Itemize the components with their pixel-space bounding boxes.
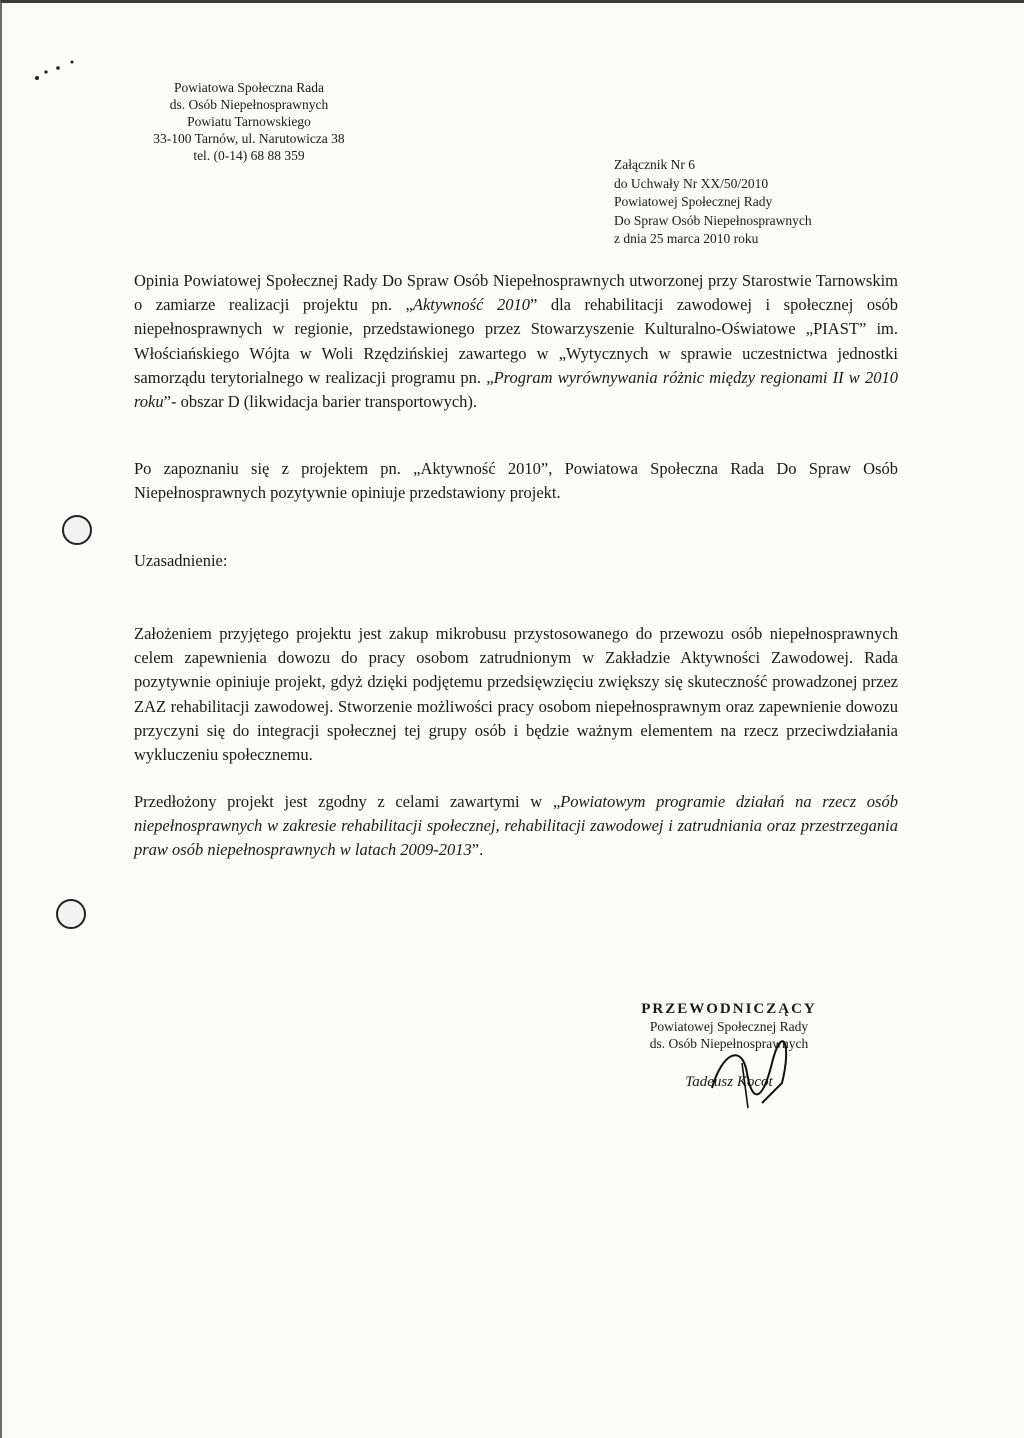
signature-title: PRZEWODNICZĄCY xyxy=(641,1001,817,1017)
text-run: ”- obszar D (likwidacja barier transportowych). xyxy=(163,392,478,412)
sender-line: Powiatu Tarnowskiego xyxy=(187,114,311,129)
sender-line: Powiatowa Społeczna Rada xyxy=(174,80,324,95)
sender-line: 33-100 Tarnów, ul. Narutowicza 38 xyxy=(153,131,345,146)
punch-hole xyxy=(62,515,92,545)
sender-address-block xyxy=(134,79,364,164)
text-run: ”. xyxy=(471,840,484,860)
decision-paragraph xyxy=(134,457,898,505)
attachment-line: z dnia 25 marca 2010 roku xyxy=(614,231,759,246)
attachment-line: do Uchwały Nr XX/50/2010 xyxy=(614,175,769,191)
sender-line: tel. (0-14) 68 88 359 xyxy=(193,148,305,163)
compliance-paragraph xyxy=(134,790,898,863)
signature-line: Powiatowej Społecznej Rady xyxy=(649,1019,809,1034)
italic-program-title: Powiatowym programie działań na rzecz osób niepełnosprawnych w zakresie rehabilitacji społecznej, rehabilitacji zawodowej i zatrudniania oraz przestrzegania praw osób niepełnosprawnych w latach 2009-2013 xyxy=(134,792,898,860)
text-run: Po zapoznaniu się z projektem pn. „Aktywność 2010”, Powiatowa Społeczna Rada Do Spraw Osób Niepełnosprawnych pozytywnie opiniuje przedstawiony projekt. xyxy=(134,459,898,503)
justification-heading: Uzasadnienie: xyxy=(134,551,228,570)
attachment-reference-block xyxy=(614,156,874,249)
sender-line: ds. Osób Niepełnosprawnych xyxy=(169,97,329,112)
text-run: Opinia Powiatowej Społecznej Rady Do Spraw Osób Niepełnosprawnych utworzonej przy Starostwie Tarnowskim o zamiarze realizacji projektu pn. „ xyxy=(134,271,898,315)
attachment-line: Powiatowej Społecznej Rady xyxy=(614,194,773,209)
justification-paragraph: Założeniem przyjętego projektu jest zakup mikrobusu przystosowanego do przewozu osób niepełnosprawnych celem zapewnienia dowozu do pracy osobom zatrudnionym w Zakładzie Aktywności Zawodowej. Rada pozytywnie opiniuje projekt, gdyż dzięki podjętemu przedsięwzięciu zwiększy się skuteczność prowadzonej przez ZAZ rehabilitacji zawodowej. Stworzenie możliwości pracy osobom niepełnosprawnym oraz zapewnienie dowozu przyczyni się do integracji społecznej tej grupy osób i będzie ważnym elementem na rzecz przeciwdziałania wykluczeniu społecznemu. xyxy=(134,624,898,765)
italic-project-name: Aktywność 2010 xyxy=(412,295,530,315)
text-run: Przedłożony projekt jest zgodny z celami zawartymi w „ xyxy=(134,792,561,811)
text-run: ” dla rehabilitacji zawodowej i społecznej osób niepełnosprawnych w regionie, przedstawionego przez Stowarzyszenie Kulturalno-Oświatowe „PIAST” im. Włościańskiego Wójta w Woli Rzędzińskiej zawartego w „Wytycznych w sprawie uczestnictwa jednostki samorządu terytorialnego w realizacji programu pn. „ xyxy=(134,295,898,387)
punch-hole xyxy=(56,899,86,929)
italic-program-name: Program wyrównywania różnic między regionami II w 2010 roku xyxy=(134,367,898,412)
scan-speckles xyxy=(32,48,92,88)
signatory-name: Tadeusz Kocot xyxy=(685,1074,773,1090)
attachment-line: Do Spraw Osób Niepełnosprawnych xyxy=(614,212,812,228)
opinion-paragraph xyxy=(134,269,898,414)
handwritten-signature xyxy=(702,1033,812,1113)
attachment-line: Załącznik Nr 6 xyxy=(614,157,695,172)
signature-line: ds. Osób Niepełnosprawnych xyxy=(649,1036,809,1051)
